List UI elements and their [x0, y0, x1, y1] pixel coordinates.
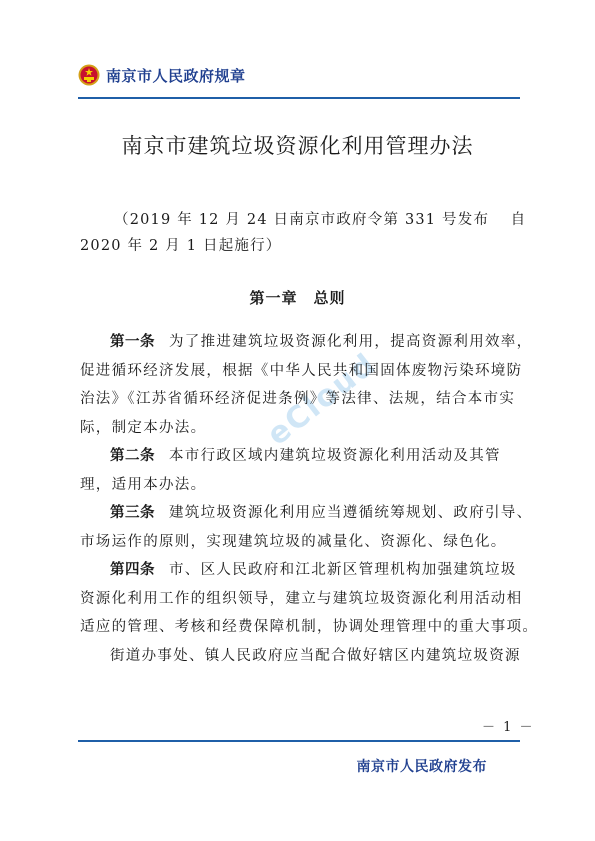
- page-header: [78, 60, 246, 90]
- article-label: 第一条: [110, 334, 155, 350]
- article-2: [80, 442, 522, 499]
- article-text-line: 市、区人民政府和江北新区管理机构加强建筑垃圾: [169, 562, 517, 578]
- article-label: 第四条: [110, 562, 155, 578]
- chapter-heading: 第一章 总则: [249, 289, 346, 307]
- article-text-line: 资源化利用工作的组织领导，建立与建筑垃圾资源化利用活动相: [80, 590, 523, 607]
- issuance-note: [80, 207, 527, 259]
- issuance-line-2: 2020 年 2 月 1 日起施行）: [80, 238, 282, 254]
- article-text-line: 治法》《江苏省循环经济促进条例》等法律、法规，结合本市实: [80, 391, 516, 407]
- article-label: 第三条: [110, 505, 155, 521]
- article-3: [80, 499, 533, 556]
- article-4: [80, 556, 539, 642]
- article-text-line: 本市行政区域内建筑垃圾资源化利用活动及其管: [169, 448, 501, 464]
- article-text-line: 际，制定本办法。: [80, 419, 207, 436]
- national-emblem-icon: [78, 64, 100, 86]
- document-body: [80, 328, 539, 670]
- header-divider: [78, 97, 520, 99]
- document-title: 南京市建筑垃圾资源化利用管理办法: [121, 134, 474, 158]
- article-text-line: 为了推进建筑垃圾资源化利用，提高资源利用效率，: [169, 334, 533, 350]
- article-label: 第二条: [110, 448, 155, 464]
- article-text-line: 促进循环经济发展，根据《中华人民共和国固体废物污染环境防: [80, 362, 523, 379]
- article-text-line: 建筑垃圾资源化利用应当遵循统筹规划、政府引导、: [169, 505, 533, 521]
- article-text-line: 适应的管理、考核和经费保障机制，协调处理管理中的重大事项。: [80, 619, 539, 635]
- header-title: 南京市人民政府规章: [106, 66, 246, 85]
- article-text-line: 理，适用本办法。: [80, 476, 207, 493]
- footer-divider: [78, 740, 520, 742]
- watermark: eCloud: [260, 346, 384, 453]
- page-number: － 1 －: [482, 720, 535, 735]
- article-text-line: 市场运作的原则，实现建筑垃圾的减量化、资源化、绿色化。: [80, 533, 507, 550]
- footer-publisher: 南京市人民政府发布: [356, 759, 487, 775]
- continuation-paragraph: 街道办事处、镇人民政府应当配合做好辖区内建筑垃圾资源: [110, 647, 521, 664]
- issuance-line-1: （2019 年 12 月 24 日南京市政府令第 331 号发布 自: [114, 212, 527, 228]
- article-1: [80, 328, 533, 442]
